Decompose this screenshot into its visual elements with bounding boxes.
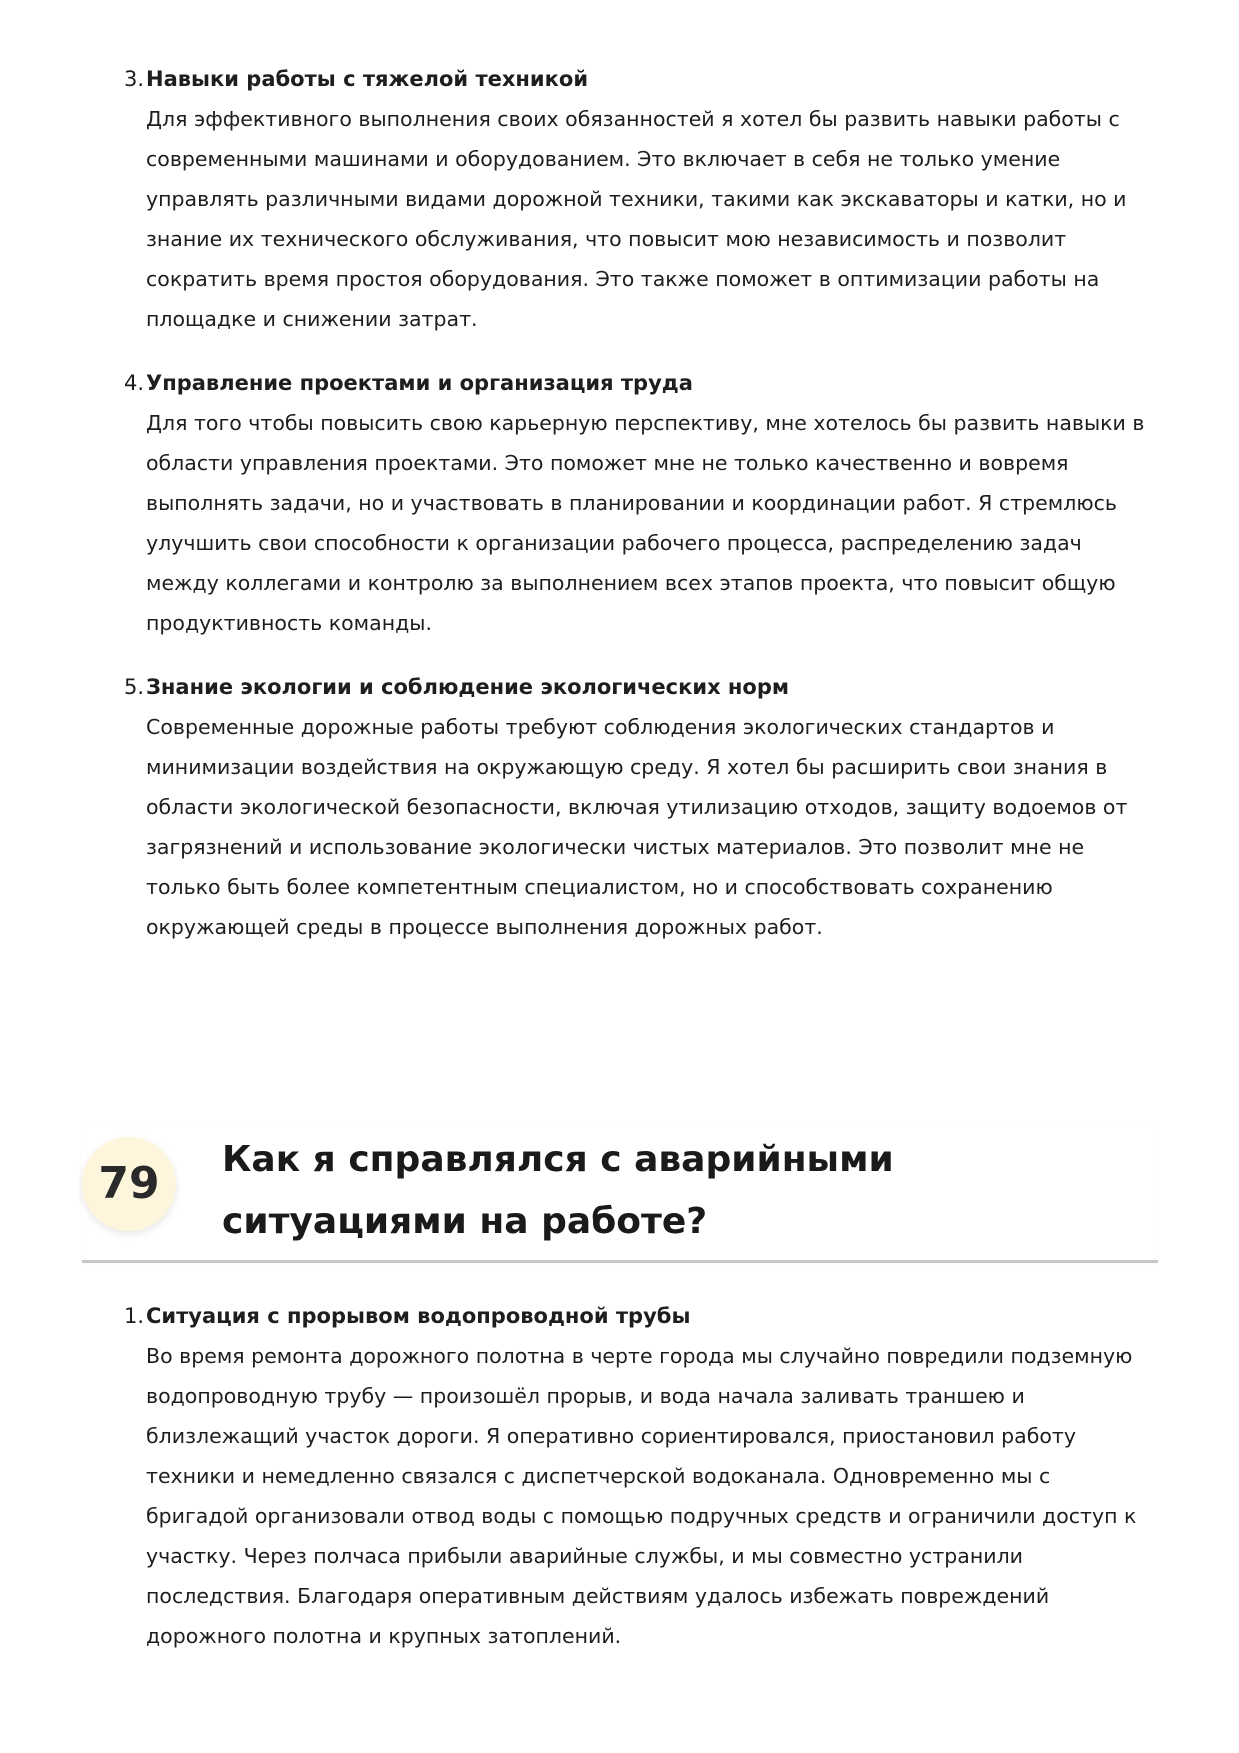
list-item-title: Управление проектами и организация труда [146, 371, 693, 395]
list-item-number: 1. [123, 1304, 144, 1328]
list-item-body: Во время ремонта дорожного полотна в черте города мы случайно повредили подземную водопроводную трубу — произошёл прорыв, и вода начала заливать траншею и близлежащий участок дороги. Я оперативно сориентировался, приостановил работу техники и немедленно связался с диспетчерской водоканала. Одновременно мы с бригадой организовали отвод воды с помощью подручных средств и ограничили доступ к участку. Через полчаса прибыли аварийные службы, и мы совместно устранили последствия. Благодаря оперативным действиям удалось избежать повреждений дорожного полотна и крупных затоплений. [146, 1344, 1137, 1648]
list-item-title: Навыки работы с тяжелой техникой [146, 67, 589, 91]
list-item-title: Знание экологии и соблюдение экологических норм [146, 675, 790, 699]
section-header [82, 1123, 1158, 1263]
list-item-number: 5. [123, 675, 144, 699]
list-item-body: Для эффективного выполнения своих обязанностей я хотел бы развить навыки работы с современными машинами и оборудованием. Это включает в себя не только умение управлять различными видами дорожной техники, такими как экскаваторы и катки, но и знание их технического обслуживания, что повысит мою независимость и позволит сократить время простоя оборудования. Это также поможет в оптимизации работы на площадке и снижении затрат. [146, 107, 1127, 331]
list-item [0, 1296, 1239, 1656]
list-item-number: 3. [123, 67, 144, 91]
section-title: Как я справлялся с аварийными ситуациями на работе? [222, 1139, 894, 1242]
section-number-badge: 79 [82, 1137, 176, 1231]
list-item-number: 4. [123, 371, 144, 395]
list-item-body: Для того чтобы повысить свою карьерную перспективу, мне хотелось бы развить навыки в области управления проектами. Это поможет мне не только качественно и вовремя выполнять задачи, но и участвовать в планировании и координации работ. Я стремлюсь улучшить свои способности к организации рабочего процесса, распределению задач между коллегами и контролю за выполнением всех этапов проекта, что повысит общую продуктивность команды. [146, 411, 1145, 635]
skills-list [0, 59, 1239, 971]
list-item [0, 667, 1239, 947]
list-item-title: Ситуация с прорывом водопроводной трубы [146, 1304, 691, 1328]
situations-list [0, 1296, 1239, 1680]
list-item-body: Современные дорожные работы требуют соблюдения экологических стандартов и минимизации воздействия на окружающую среду. Я хотел бы расширить свои знания в области экологической безопасности, включая утилизацию отходов, защиту водоемов от загрязнений и использование экологически чистых материалов. Это позволит мне не только быть более компетентным специалистом, но и способствовать сохранению окружающей среды в процессе выполнения дорожных работ. [146, 715, 1128, 939]
list-item [0, 59, 1239, 339]
list-item [0, 363, 1239, 643]
